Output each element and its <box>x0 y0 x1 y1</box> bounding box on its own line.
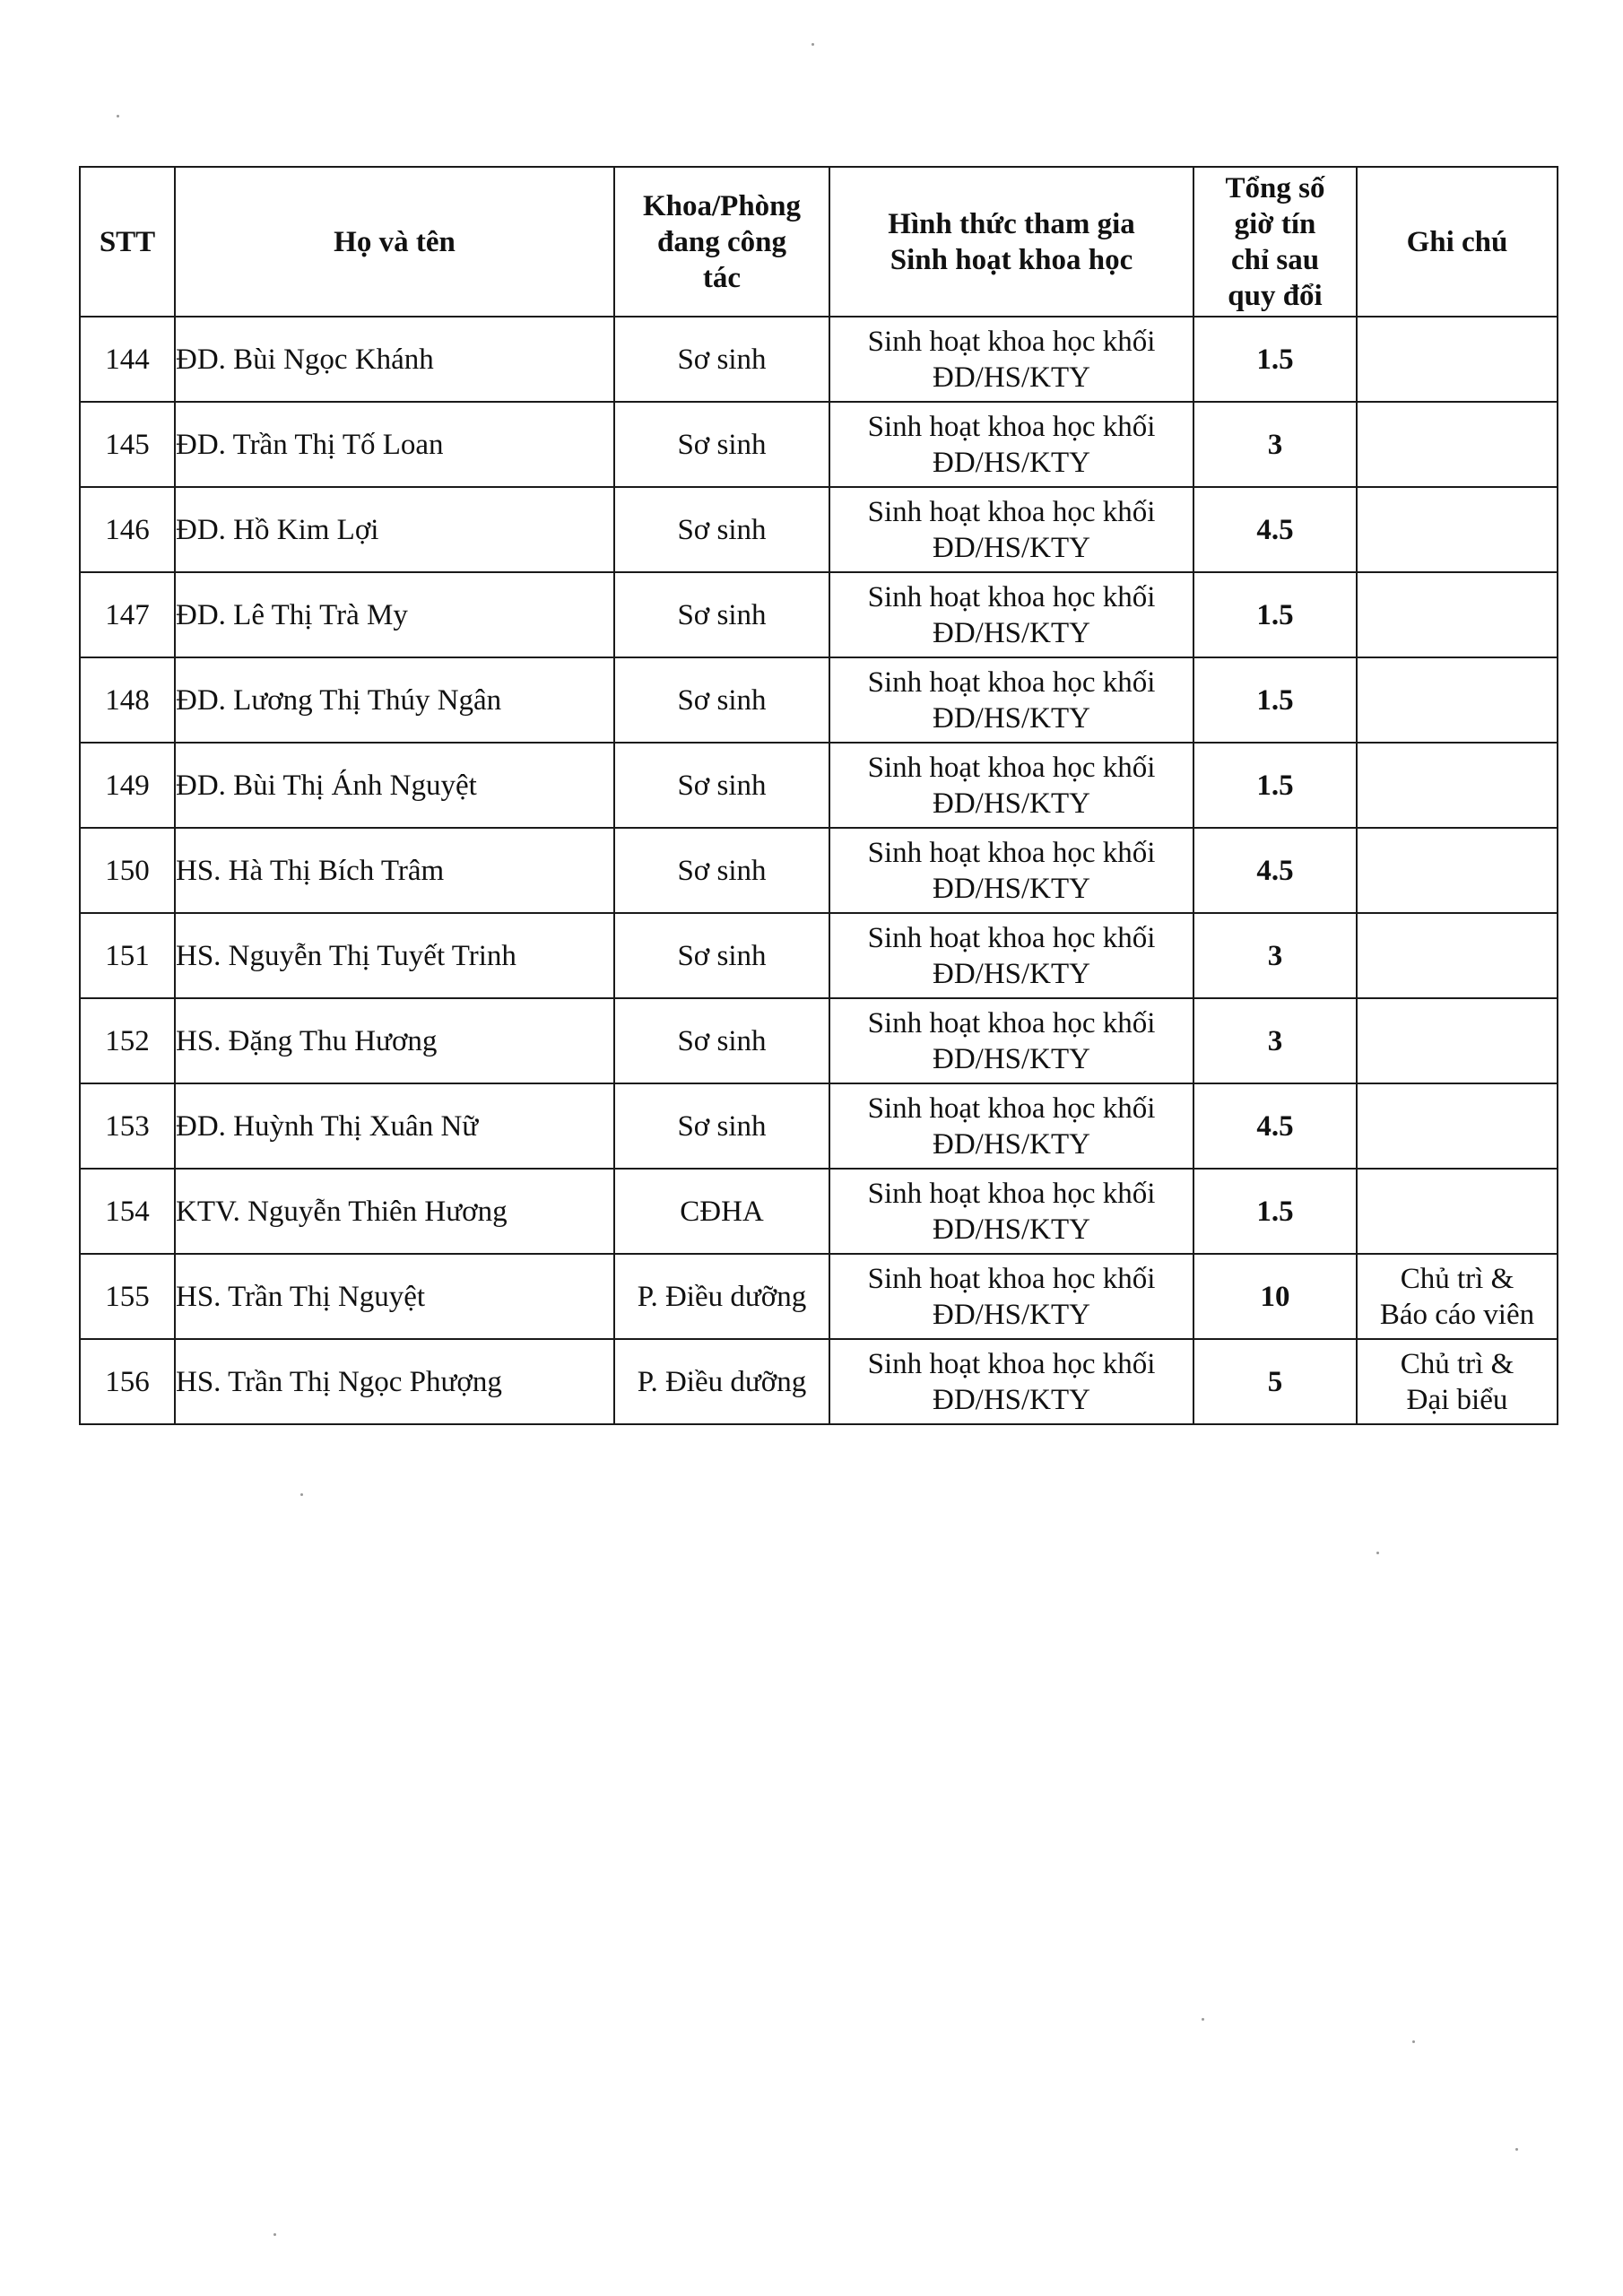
table-row <box>80 998 1558 1083</box>
cell-form-line: Sinh hoạt khoa học khối <box>867 580 1156 613</box>
header-row <box>80 167 1558 317</box>
cell-dept: Sơ sinh <box>614 828 829 913</box>
scan-speck <box>1376 1552 1379 1554</box>
cell-form <box>829 657 1193 743</box>
cell-note <box>1357 487 1558 572</box>
cell-hours: 1.5 <box>1193 657 1357 743</box>
header-form-line: Sinh hoạt khoa học <box>890 243 1133 276</box>
cell-note-line: Đại biểu <box>1406 1383 1508 1416</box>
cell-form-line: Sinh hoạt khoa học khối <box>867 751 1156 784</box>
cell-form-line: ĐD/HS/KTY <box>932 1127 1090 1161</box>
cell-stt: 145 <box>80 402 175 487</box>
header-note: Ghi chú <box>1357 167 1558 317</box>
table-body <box>80 317 1558 1424</box>
table-row <box>80 828 1558 913</box>
header-dept <box>614 167 829 317</box>
cell-form <box>829 1169 1193 1254</box>
cell-form <box>829 998 1193 1083</box>
table-row <box>80 1339 1558 1424</box>
header-name: Họ và tên <box>175 167 614 317</box>
cell-form <box>829 743 1193 828</box>
cell-name: ĐD. Bùi Ngọc Khánh <box>175 317 614 402</box>
cell-dept: Sơ sinh <box>614 572 829 657</box>
cell-hours: 1.5 <box>1193 1169 1357 1254</box>
cell-stt: 151 <box>80 913 175 998</box>
cell-form-line: Sinh hoạt khoa học khối <box>867 1091 1156 1125</box>
cell-form-line: ĐD/HS/KTY <box>932 1042 1090 1075</box>
cell-stt: 144 <box>80 317 175 402</box>
scan-speck <box>812 43 814 46</box>
cell-hours: 4.5 <box>1193 828 1357 913</box>
cell-note <box>1357 1254 1558 1339</box>
table-row <box>80 402 1558 487</box>
cell-note-line: Báo cáo viên <box>1379 1298 1535 1331</box>
table-row <box>80 657 1558 743</box>
cell-dept: P. Điều dưỡng <box>614 1254 829 1339</box>
cell-stt: 150 <box>80 828 175 913</box>
cell-dept: Sơ sinh <box>614 402 829 487</box>
cell-note <box>1357 743 1558 828</box>
cell-hours: 3 <box>1193 913 1357 998</box>
cell-stt: 155 <box>80 1254 175 1339</box>
cell-form-line: ĐD/HS/KTY <box>932 787 1090 820</box>
cell-form <box>829 1254 1193 1339</box>
header-stt: STT <box>80 167 175 317</box>
table-row <box>80 913 1558 998</box>
cell-form-line: Sinh hoạt khoa học khối <box>867 410 1156 443</box>
cell-hours: 3 <box>1193 402 1357 487</box>
cell-dept: Sơ sinh <box>614 1083 829 1169</box>
cell-name: ĐD. Huỳnh Thị Xuân Nữ <box>175 1083 614 1169</box>
cell-name: ĐD. Lương Thị Thúy Ngân <box>175 657 614 743</box>
table-row <box>80 487 1558 572</box>
table-row <box>80 1169 1558 1254</box>
cell-form-line: Sinh hoạt khoa học khối <box>867 1006 1156 1039</box>
table-row <box>80 317 1558 402</box>
cell-form-line: ĐD/HS/KTY <box>932 1383 1090 1416</box>
cell-form <box>829 487 1193 572</box>
cell-stt: 148 <box>80 657 175 743</box>
cell-name: ĐD. Hồ Kim Lợi <box>175 487 614 572</box>
scan-speck <box>300 1493 303 1496</box>
table-row <box>80 572 1558 657</box>
header-dept-line: đang công <box>657 225 786 258</box>
scan-speck <box>1515 2148 1518 2151</box>
cell-note <box>1357 1339 1558 1424</box>
cell-stt: 156 <box>80 1339 175 1424</box>
cell-form-line: ĐD/HS/KTY <box>932 1298 1090 1331</box>
cell-form <box>829 402 1193 487</box>
cell-stt: 154 <box>80 1169 175 1254</box>
cell-note <box>1357 572 1558 657</box>
cell-name: ĐD. Trần Thị Tố Loan <box>175 402 614 487</box>
cell-hours: 10 <box>1193 1254 1357 1339</box>
cell-dept: Sơ sinh <box>614 487 829 572</box>
cell-hours: 1.5 <box>1193 572 1357 657</box>
table-row <box>80 1254 1558 1339</box>
header-form-line: Hình thức tham gia <box>888 207 1135 240</box>
cell-hours: 1.5 <box>1193 317 1357 402</box>
scan-speck <box>273 2233 276 2236</box>
cell-hours: 3 <box>1193 998 1357 1083</box>
cell-stt: 147 <box>80 572 175 657</box>
cell-form-line: Sinh hoạt khoa học khối <box>867 836 1156 869</box>
cell-form-line: Sinh hoạt khoa học khối <box>867 495 1156 528</box>
cell-note <box>1357 913 1558 998</box>
cell-stt: 149 <box>80 743 175 828</box>
cell-form-line: ĐD/HS/KTY <box>932 872 1090 905</box>
cell-form-line: Sinh hoạt khoa học khối <box>867 325 1156 358</box>
cell-form <box>829 828 1193 913</box>
cell-dept: P. Điều dưỡng <box>614 1339 829 1424</box>
cell-note <box>1357 998 1558 1083</box>
cell-hours: 4.5 <box>1193 487 1357 572</box>
scan-speck <box>1412 2040 1415 2043</box>
cell-dept: Sơ sinh <box>614 913 829 998</box>
cell-form <box>829 317 1193 402</box>
cell-stt: 152 <box>80 998 175 1083</box>
header-dept-line: tác <box>702 261 742 294</box>
cell-form-line: ĐD/HS/KTY <box>932 1213 1090 1246</box>
cell-form-line: Sinh hoạt khoa học khối <box>867 665 1156 699</box>
table-row <box>80 1083 1558 1169</box>
cell-name: HS. Đặng Thu Hương <box>175 998 614 1083</box>
header-hours-line: chỉ sau <box>1230 243 1320 276</box>
cell-hours: 4.5 <box>1193 1083 1357 1169</box>
cell-form-line: ĐD/HS/KTY <box>932 361 1090 394</box>
header-hours <box>1193 167 1357 317</box>
cell-dept: CĐHA <box>614 1169 829 1254</box>
cell-form-line: ĐD/HS/KTY <box>932 446 1090 479</box>
cell-note <box>1357 1169 1558 1254</box>
cell-dept: Sơ sinh <box>614 657 829 743</box>
participants-table <box>79 166 1558 1425</box>
header-form <box>829 167 1193 317</box>
header-hours-line: quy đổi <box>1228 279 1323 312</box>
cell-name: HS. Trần Thị Ngọc Phượng <box>175 1339 614 1424</box>
cell-dept: Sơ sinh <box>614 743 829 828</box>
cell-note-line: Chủ trì & <box>1400 1262 1515 1295</box>
header-hours-line: Tổng số <box>1225 171 1325 204</box>
table-header <box>80 167 1558 317</box>
cell-name: KTV. Nguyễn Thiên Hương <box>175 1169 614 1254</box>
cell-note-line: Chủ trì & <box>1400 1347 1515 1380</box>
cell-hours: 1.5 <box>1193 743 1357 828</box>
header-dept-line: Khoa/Phòng <box>642 189 802 222</box>
cell-form-line: Sinh hoạt khoa học khối <box>867 1177 1156 1210</box>
cell-name: ĐD. Lê Thị Trà My <box>175 572 614 657</box>
cell-note <box>1357 402 1558 487</box>
cell-form-line: ĐD/HS/KTY <box>932 957 1090 990</box>
cell-form-line: ĐD/HS/KTY <box>932 531 1090 564</box>
cell-name: ĐD. Bùi Thị Ánh Nguyệt <box>175 743 614 828</box>
header-hours-line: giờ tín <box>1234 207 1316 240</box>
cell-form <box>829 913 1193 998</box>
cell-dept: Sơ sinh <box>614 317 829 402</box>
cell-note <box>1357 317 1558 402</box>
cell-form <box>829 572 1193 657</box>
table-row <box>80 743 1558 828</box>
cell-form-line: ĐD/HS/KTY <box>932 701 1090 735</box>
cell-note <box>1357 657 1558 743</box>
scan-speck <box>1202 2018 1204 2021</box>
cell-name: HS. Trần Thị Nguyệt <box>175 1254 614 1339</box>
cell-note <box>1357 1083 1558 1169</box>
cell-dept: Sơ sinh <box>614 998 829 1083</box>
cell-form-line: Sinh hoạt khoa học khối <box>867 921 1156 954</box>
cell-name: HS. Hà Thị Bích Trâm <box>175 828 614 913</box>
cell-note <box>1357 828 1558 913</box>
scan-speck <box>117 115 119 117</box>
cell-form <box>829 1083 1193 1169</box>
cell-form-line: Sinh hoạt khoa học khối <box>867 1347 1156 1380</box>
cell-form-line: ĐD/HS/KTY <box>932 616 1090 649</box>
cell-form-line: Sinh hoạt khoa học khối <box>867 1262 1156 1295</box>
cell-name: HS. Nguyễn Thị Tuyết Trinh <box>175 913 614 998</box>
cell-stt: 146 <box>80 487 175 572</box>
cell-stt: 153 <box>80 1083 175 1169</box>
cell-hours: 5 <box>1193 1339 1357 1424</box>
cell-form <box>829 1339 1193 1424</box>
